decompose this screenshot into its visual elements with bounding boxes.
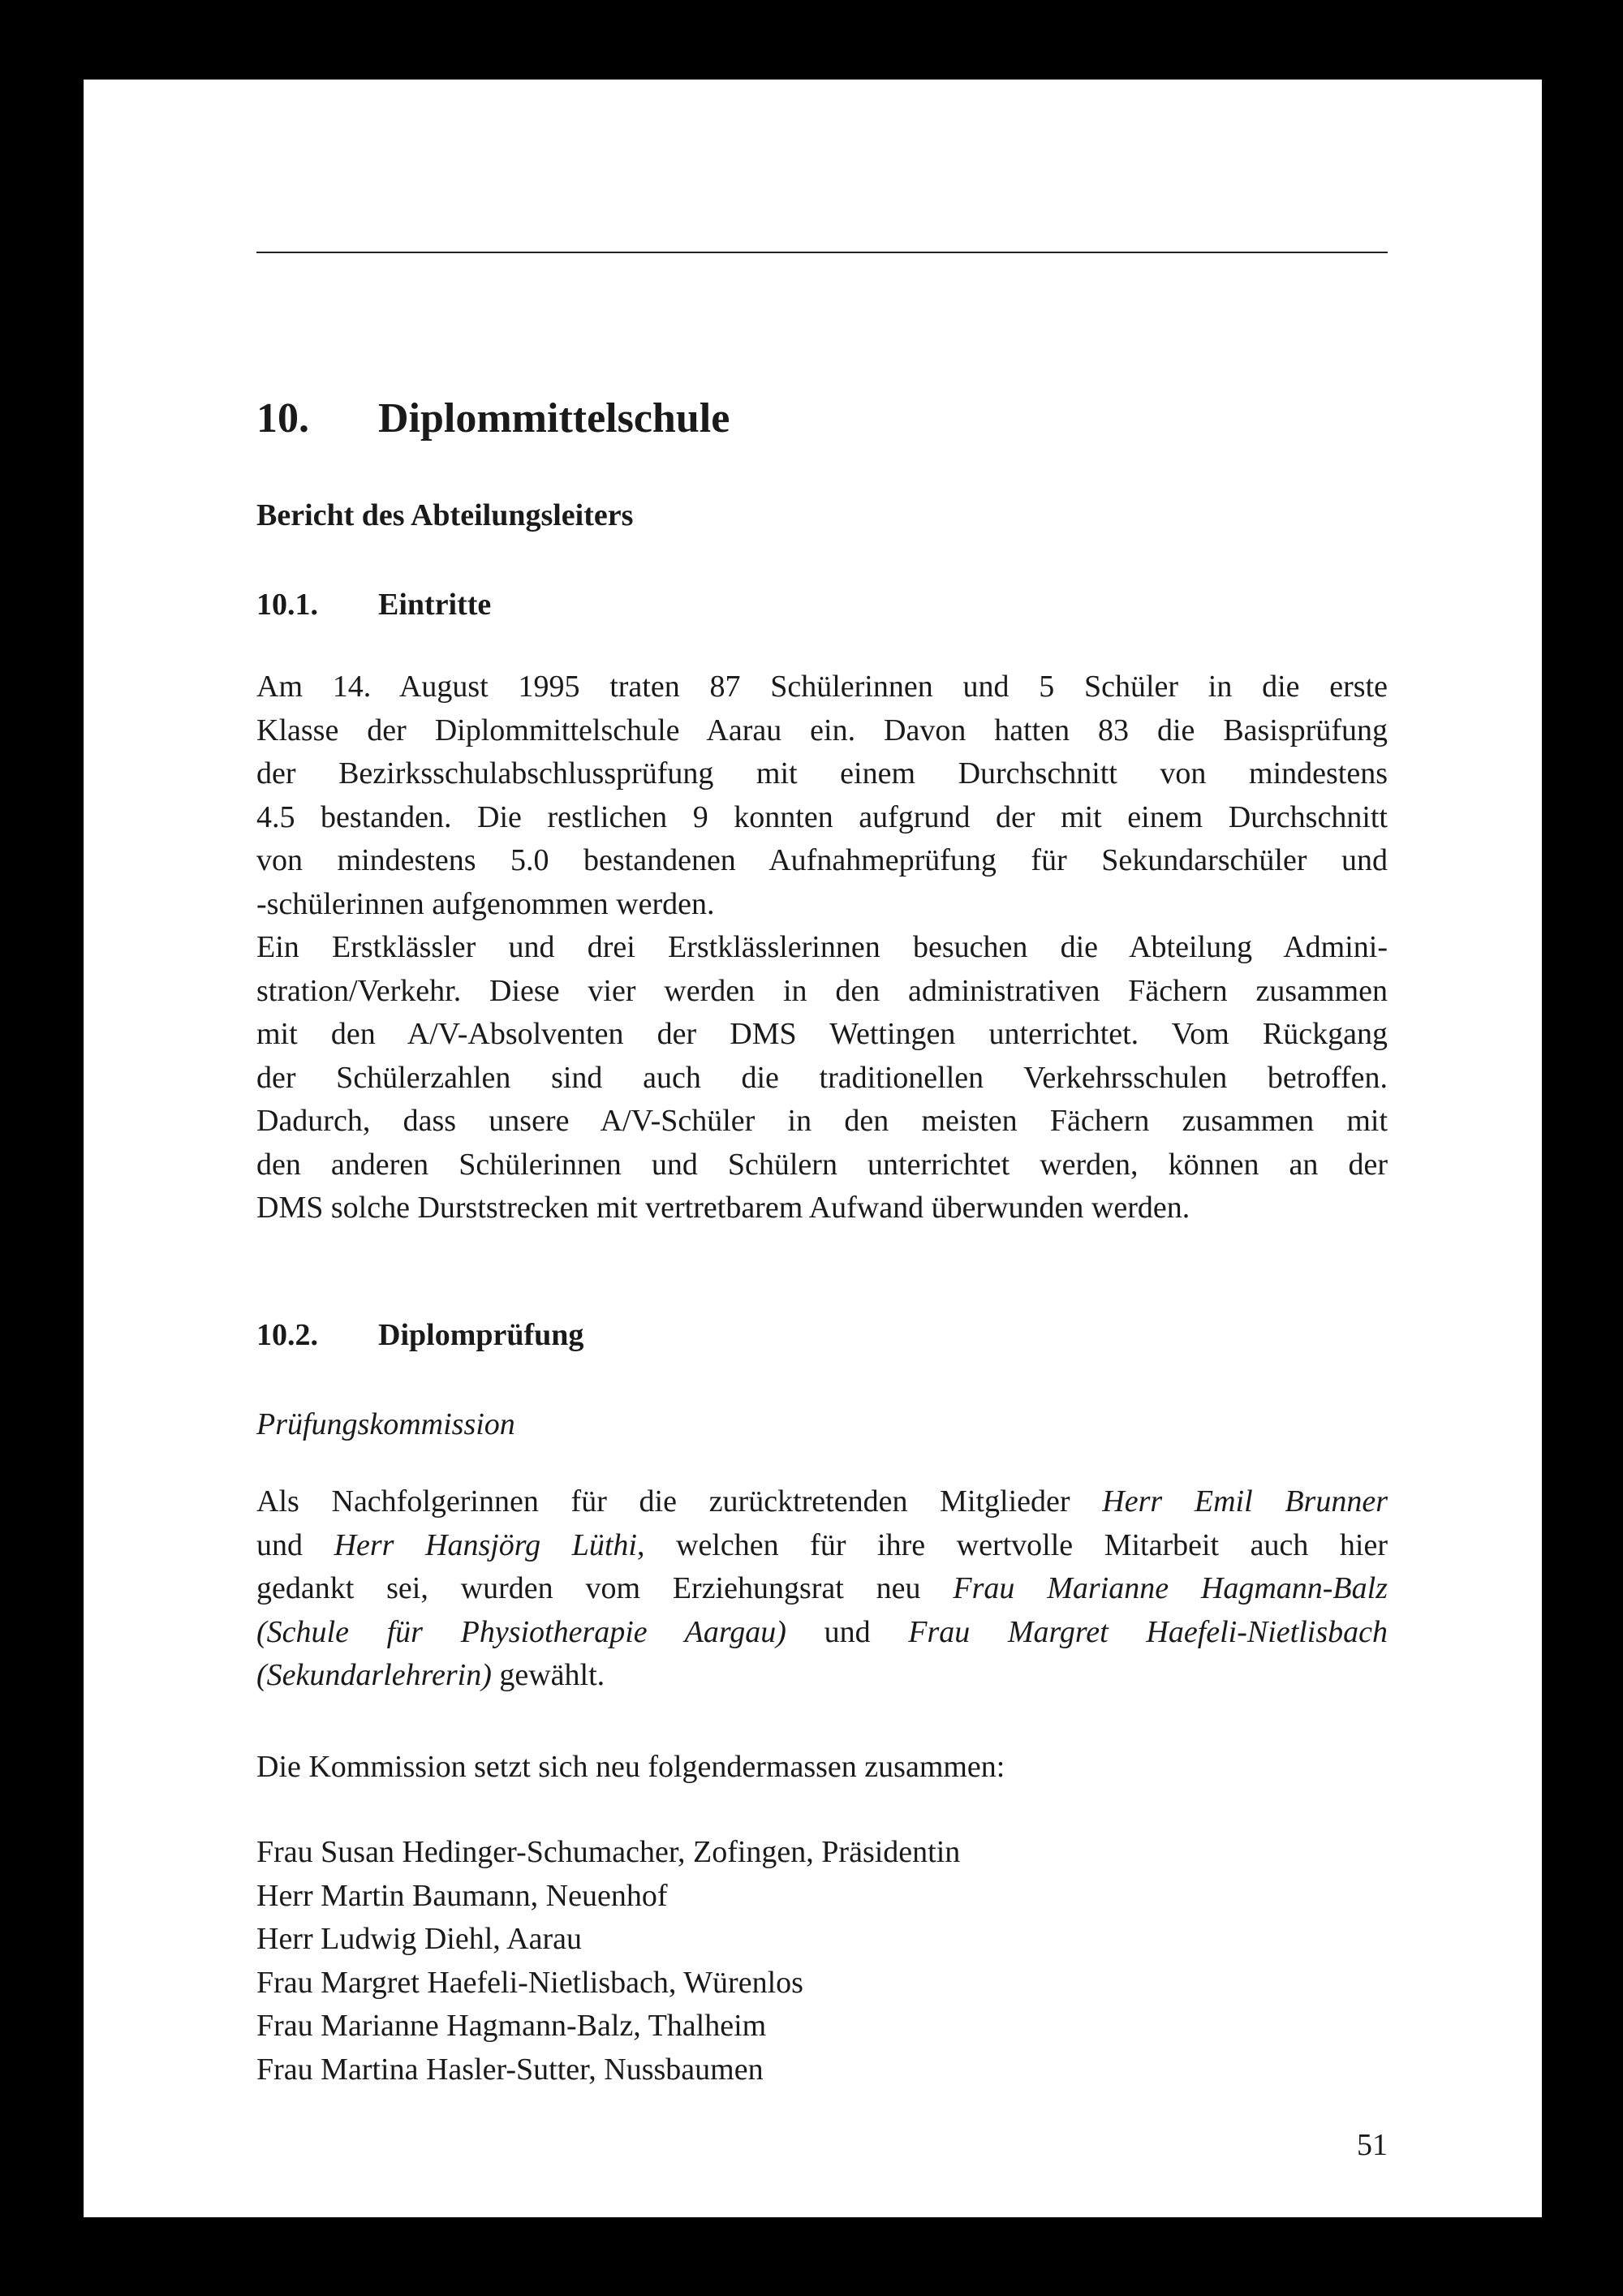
page-sheet	[84, 80, 1542, 2217]
section-title: Diplomprüfung	[378, 1318, 584, 1352]
list-item: Frau Margret Haefeli-Nietlisbach, Würenlos	[256, 1965, 803, 2000]
text-line	[256, 1611, 1388, 1655]
text-segment: Als Nachfolgerinnen für die zurücktretenden Mitglieder	[256, 1484, 1103, 1518]
chapter-heading	[256, 395, 730, 442]
text-line	[256, 1480, 1388, 1524]
text-line: der Bezirksschulabschlussprüfung mit einem Durchschnitt von mindestens	[256, 756, 1388, 790]
section-number: 10.1.	[256, 588, 318, 622]
text-segment: gewählt.	[491, 1658, 605, 1692]
header-rule	[256, 252, 1388, 253]
commission-label: Prüfungskommission	[256, 1407, 515, 1441]
text-segment: , welchen für ihre wertvolle Mitarbeit auch hier	[636, 1527, 1388, 1562]
eintritte-paragraph	[256, 666, 1388, 1230]
text-segment: gedankt sei, wurden vom Erziehungsrat neu	[256, 1571, 954, 1605]
commission-member-list	[256, 1831, 960, 2091]
text-line: 4.5 bestanden. Die restlichen 9 konnten aufgrund der mit einem Durchschnitt	[256, 799, 1388, 834]
commission-intro: Die Kommission setzt sich neu folgendermassen zusammen:	[256, 1750, 1005, 1784]
affiliation: (Sekundarlehrerin)	[256, 1658, 492, 1692]
text-line	[256, 1524, 1388, 1568]
section-heading-eintritte	[256, 589, 491, 620]
text-line: Klasse der Diplommittelschule Aarau ein. Davon hatten 83 die Basisprüfung	[256, 713, 1388, 747]
page-number: 51	[1357, 2128, 1388, 2162]
person-name: Herr Emil Brunner	[1102, 1484, 1388, 1518]
text-line: der Schülerzahlen sind auch die traditionellen Verkehrsschulen betroffen.	[256, 1060, 1388, 1095]
text-line: DMS solche Durststrecken mit vertretbarem Aufwand überwunden werden.	[256, 1191, 1190, 1225]
text-line: Am 14. August 1995 traten 87 Schülerinnen und 5 Schüler in die erste	[256, 670, 1388, 704]
chapter-number: 10.	[256, 395, 309, 442]
list-item: Herr Martin Baumann, Neuenhof	[256, 1878, 668, 1913]
affiliation: (Schule für Physiotherapie Aargau)	[256, 1614, 786, 1649]
text-line: stration/Verkehr. Diese vier werden in den administrativen Fächern zusammen	[256, 973, 1388, 1008]
text-line	[256, 1654, 1388, 1698]
person-name: Frau Marianne Hagmann-Balz	[953, 1571, 1388, 1605]
person-name: Herr Hansjörg Lüthi	[334, 1527, 637, 1562]
section-title: Eintritte	[378, 588, 492, 622]
section-number: 10.2.	[256, 1318, 318, 1352]
list-item: Frau Martina Hasler-Sutter, Nussbaumen	[256, 2052, 764, 2087]
commission-paragraph	[256, 1480, 1388, 1698]
report-subheading: Bericht des Abteilungsleiters	[256, 498, 634, 532]
section-heading-diplompruefung	[256, 1320, 583, 1350]
text-line	[256, 1567, 1388, 1611]
text-line: -schülerinnen aufgenommen werden.	[256, 886, 715, 921]
text-line: mit den A/V-Absolventen der DMS Wettingen unterrichtet. Vom Rückgang	[256, 1017, 1388, 1051]
text-line: Ein Erstklässler und drei Erstklässlerinnen besuchen die Abteilung Admini-	[256, 930, 1388, 964]
text-line: Dadurch, dass unsere A/V-Schüler in den meisten Fächern zusammen mit	[256, 1104, 1388, 1138]
person-name: Frau Margret Haefeli-Nietlisbach	[908, 1614, 1388, 1649]
text-segment: und	[256, 1527, 334, 1562]
list-item: Herr Ludwig Diehl, Aarau	[256, 1922, 582, 1956]
list-item: Frau Susan Hedinger-Schumacher, Zofingen, Präsidentin	[256, 1835, 961, 1869]
chapter-title: Diplommittelschule	[378, 395, 730, 442]
text-line: von mindestens 5.0 bestandenen Aufnahmeprüfung für Sekundarschüler und	[256, 843, 1388, 877]
text-segment: und	[786, 1614, 909, 1649]
text-line: den anderen Schülerinnen und Schülern unterrichtet werden, können an der	[256, 1147, 1388, 1182]
list-item: Frau Marianne Hagmann-Balz, Thalheim	[256, 2009, 767, 2043]
